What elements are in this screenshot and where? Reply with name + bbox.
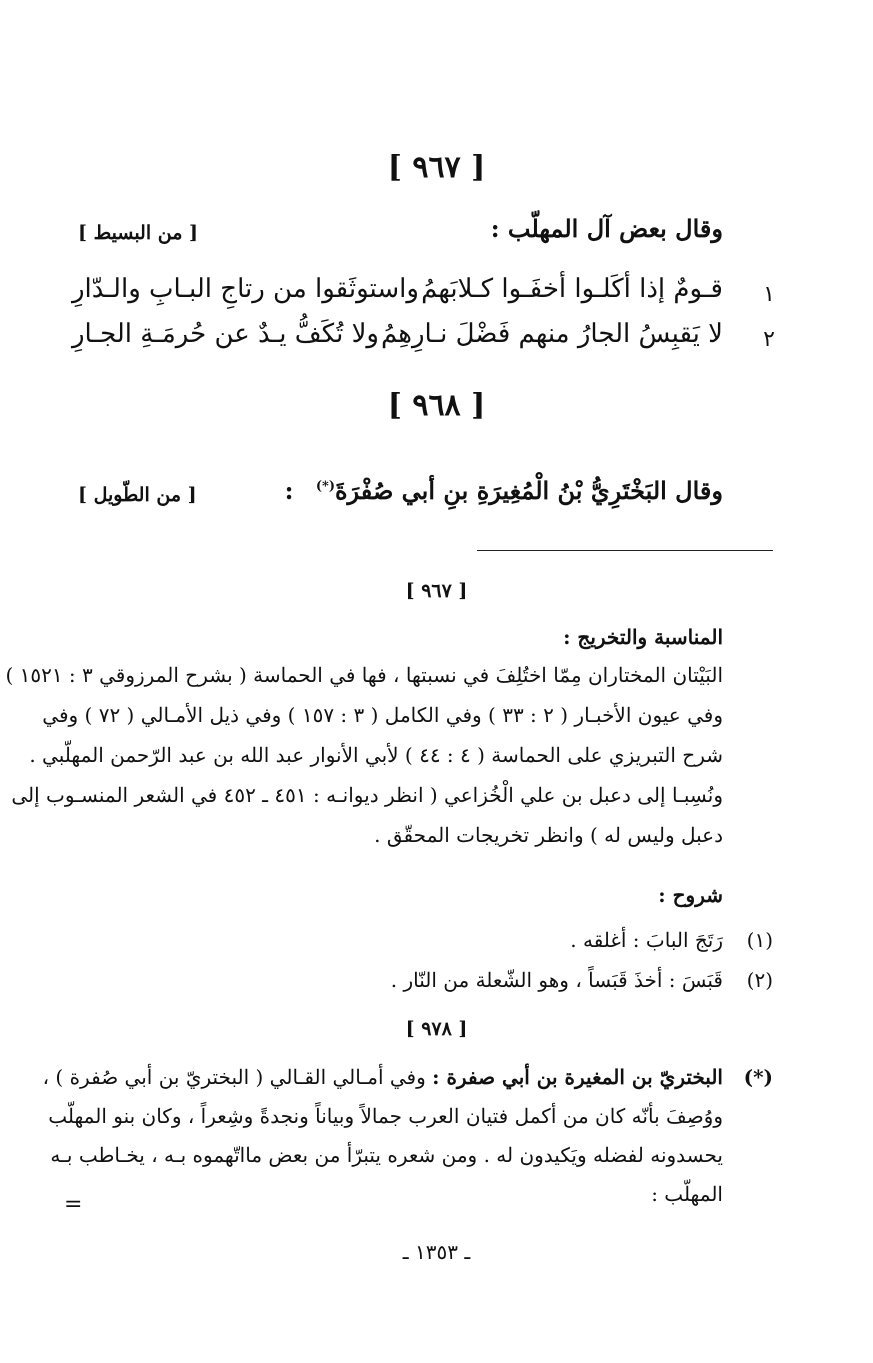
- notes-line: شرح التبريزي على الحماسة ( ٤ : ٤٤ ) لأبي الأنوار عبد الله بن عبد الرّحمن المهلّبي .: [29, 743, 723, 767]
- footnote-lead: البختريّ بن المغيرة بن أبي صفرة :: [432, 1065, 723, 1089]
- footnote-line: المهلّب :: [651, 1182, 723, 1206]
- footnote-first-line: [43, 1065, 723, 1089]
- notes-heading: المناسبة والتخريج :: [563, 625, 723, 649]
- verse-1-second-hemistich: واستوثَقوا من رتاجِ البـابِ والـدّارِ: [72, 274, 419, 304]
- continuation-mark: =: [64, 1192, 83, 1217]
- footnote-mark: (*): [315, 479, 335, 494]
- explanation-text: قَبَسَ : أخذَ قَبَساً ، وهو الشّعلة من النّار .: [390, 968, 723, 992]
- explanation-number: (٢): [746, 968, 773, 992]
- verse-1-first-hemistich: قـومٌ إذا أكَلـوا أخفَـوا كـلابَهمُ: [421, 274, 723, 304]
- notes-line: البَيْتان المختاران مِمّا اختُلِفَ في نسبتها ، فها في الحماسة ( بشرح المرزوقي ٣ : ١٥٢١ ): [5, 663, 723, 687]
- notes-number-978: [ ٩٧٨ ]: [405, 1018, 468, 1040]
- footnote-text: وفي أمـالي القـالي ( البختريّ بن أبي صُفرة ) ،: [42, 1065, 426, 1089]
- explanations-heading: شروح :: [658, 883, 723, 907]
- verse-2-first-hemistich: لا يَقبِسُ الجارُ منهم فَضْلَ نـارِهِمُ: [380, 319, 723, 349]
- poem-968-meter: [ من الطّويل ]: [78, 484, 197, 506]
- poem-968-intro: [285, 476, 723, 505]
- notes-number-967: [ ٩٦٧ ]: [405, 580, 468, 602]
- poem-967-meter: [ من البسيط ]: [78, 222, 198, 244]
- explanation-number: (١): [746, 928, 773, 952]
- footnote-line: ووُصِفَ بأنّه كان من أكمل فتيان العرب جمالاً وبياناً ونجدةً وشِعراً ، وكان بنو المهلّب: [48, 1104, 723, 1128]
- notes-line: ونُسِبـا إلى دعبل بن علي الْخُزاعي ( انظر ديوانـه : ٤٥١ ـ ٤٥٢ في الشعر المنسـوب إلى: [11, 783, 723, 807]
- footnote-line: يحسدونه لفضله ويَكيدون له . ومن شعره يتبرّأ من بعض مااتّهموه بـه ، يخـاطب بـه: [50, 1143, 723, 1167]
- explanation-text: رَتَجَ البابَ : أغلقه .: [570, 928, 723, 952]
- poem-968-intro-text: وقال البَخْتَرِيُّ بْنُ الْمُغِيرَةِ بنِ أبي صُفْرَةَ: [334, 476, 723, 505]
- poem-number-967: [ ٩٦٧ ]: [387, 150, 486, 185]
- verse-number: ٢: [763, 327, 775, 352]
- intro-colon: :: [284, 476, 294, 505]
- verse-2-second-hemistich: ولا تُكَفُّ يـدٌ عن حُرمَـةِ الجـارِ: [72, 319, 379, 349]
- page-number: ـ ١٣٥٣ ـ: [402, 1240, 471, 1264]
- notes-line: دعبل وليس له ) وانظر تخريجات المحقّق .: [374, 823, 723, 847]
- poem-967-intro: وقال بعض آل المهلّب :: [490, 214, 723, 243]
- verse-number: ١: [763, 282, 775, 307]
- notes-line: وفي عيون الأخبـار ( ٢ : ٣٣ ) وفي الكامل ( ٣ : ١٥٧ ) وفي ذيل الأمـالي ( ٧٢ ) وفي: [42, 703, 723, 727]
- footnote-mark: (*): [743, 1065, 773, 1089]
- poem-number-968: [ ٩٦٨ ]: [387, 388, 486, 423]
- footnote-separator: [477, 550, 773, 551]
